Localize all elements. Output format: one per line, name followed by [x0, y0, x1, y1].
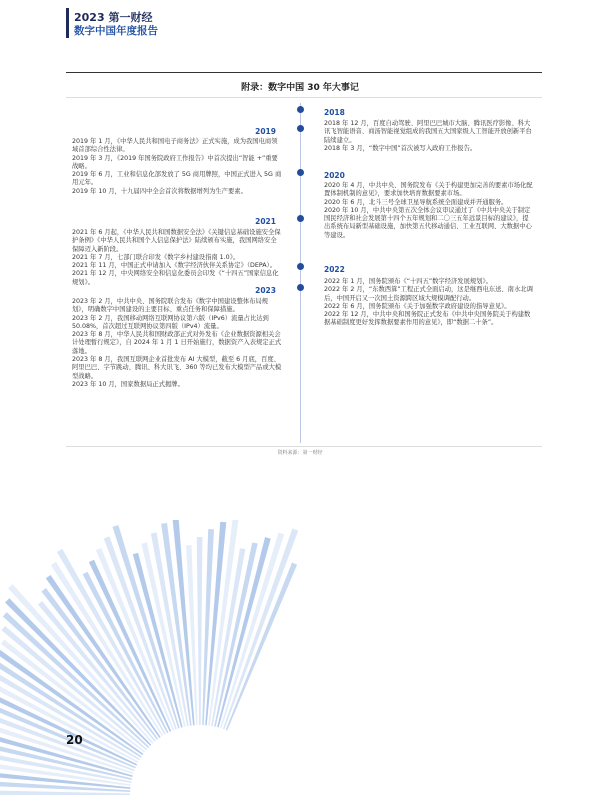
- event-item: 2022 年 2 月，“东数西算”工程正式全面启动，这是继西电东送、南水北调后，中国开启又一次国土资源跨区域大规模调配行动。: [324, 286, 533, 302]
- report-title: 2023 第一财经: [74, 11, 153, 24]
- event-item: 2020 年 10 月，中共中央第五次全体会议审议通过了《中共中央关于制定国民经济和社会发展第十四个五年规划和二〇三五年远景目标的建议》，提出系统布局新型基础设施，加快第五代移动通信、工业互联网、大数据中心等建设。: [324, 206, 532, 239]
- event-item: 2022 年 12 月，中共中央和国务院正式发布《中共中央国务院关于构建数据基础制度更好发挥数据要素作用的意见》，即“数据二十条”。: [324, 311, 531, 327]
- event-item: 2021 年 12 月，中央网络安全和信息化委员会印发《“十四五”国家信息化规划》。: [72, 270, 279, 286]
- event-item: 2018 年 3 月，“数字中国”首次被写入政府工作报告。: [324, 144, 477, 152]
- event-item: 2021 年 11 月，中国正式申请加入《数字经济伙伴关系协定》（DEPA）。: [72, 262, 276, 270]
- events-2018: [324, 120, 534, 153]
- events-2019: [72, 138, 282, 196]
- decorative-stripe: [197, 537, 203, 725]
- events-2021: [72, 229, 282, 287]
- event-item: 2019 年 6 月，工业和信息化部发放了 5G 商用牌照，中国正式进入 5G 商用元年。: [72, 171, 282, 187]
- timeline-dot-2020: [297, 169, 304, 176]
- events-2023: [72, 298, 282, 389]
- year-label-2019: 2019: [255, 127, 276, 136]
- event-item: 2023 年 2 月，我国移动网络互联网协议第六版（IPv6）流量占比达到 50.08%，首次超过互联网协议第四版（IPv4）流量。: [72, 314, 269, 330]
- timeline-dot-2022: [297, 263, 304, 270]
- timeline-dot-2018: [297, 106, 304, 113]
- timeline-dot-2023: [297, 284, 304, 291]
- event-item: 2019 年 10 月，十九届四中全会首次将数据增列为生产要素。: [72, 187, 247, 195]
- decorative-radial-stripes: [0, 520, 360, 795]
- year-label-2018: 2018: [324, 108, 345, 117]
- timeline-dot-2021: [297, 215, 304, 222]
- events-2022: [324, 278, 534, 328]
- source-note: 资料来源：第一财经: [277, 450, 323, 456]
- event-item: 2021 年 7 月，七部门联合印发《数字乡村建设指南 1.0》。: [72, 253, 240, 261]
- top-divider: [66, 72, 542, 73]
- event-item: 2020 年 4 月，中共中央、国务院发布《关于构建更加完善的要素市场化配置体制机制的意见》，要求加快培育数据要素市场。: [324, 182, 533, 198]
- decorative-stripe: [217, 537, 271, 727]
- event-item: 2020 年 6 月，北斗三号全球卫星导航系统全面建成并开通服务。: [324, 198, 508, 206]
- event-item: 2019 年 3 月，《2019 年国务院政府工作报告》中首次提出“智能 +”重要战略。: [72, 154, 278, 170]
- timeline-dot-2019: [297, 125, 304, 132]
- year-label-2023: 2023: [255, 286, 276, 295]
- header-accent-bar: [66, 8, 69, 38]
- report-subtitle: 数字中国年度报告: [74, 25, 158, 37]
- year-label-2021: 2021: [255, 217, 276, 226]
- appendix-title: 附录：数字中国 30 年大事记: [241, 83, 359, 93]
- event-item: 2021 年 6 月起，《中华人民共和国数据安全法》《关键信息基础设施安全保护条例》《中华人民共和国个人信息保护法》陆续颁布实施，我国网络安全保障迈入新阶段。: [72, 229, 281, 253]
- event-item: 2023 年 8 月，我国互联网企业首批发布 AI 大模型，截至 6 月底，百度、阿里巴巴、字节跳动、腾讯、科大讯飞、360 等均已发布大模型产品或大模型战略。: [72, 356, 282, 380]
- year-label-2020: 2020: [324, 171, 345, 180]
- title-divider: [66, 97, 542, 98]
- year-label-2022: 2022: [324, 265, 345, 274]
- event-item: 2022 年 1 月，国务院颁布《“十四五”数字经济发展规划》。: [324, 278, 492, 285]
- bottom-divider: [66, 446, 542, 447]
- event-item: 2018 年 12 月，百度自动驾驶、阿里巴巴城市大脑、腾讯医疗影像、科大讯飞智能语音、商汤智能视觉组成的我国五大国家级人工智能开放创新平台陆续建立。: [324, 120, 532, 144]
- event-item: 2023 年 10 月，国家数据局正式揭牌。: [72, 380, 184, 388]
- event-item: 2023 年 8 月，中华人民共和国财政部正式对外发布《企业数据资源相关会计处理暂行规定》，自 2024 年 1 月 1 日开始施行，数据资产入表规定正式落地。: [72, 331, 282, 355]
- event-item: 2023 年 2 月，中共中央、国务院联合发布《数字中国建设整体布局规划》，明确数字中国建设的主要目标、重点任务和保障措施。: [72, 298, 269, 314]
- event-item: 2022 年 6 月，国务院颁布《关于加强数字政府建设的指导意见》。: [324, 302, 511, 310]
- events-2020: [324, 182, 534, 240]
- event-item: 2019 年 1 月，《中华人民共和国电子商务法》正式实施，成为我国电商领域首部综合性法律。: [72, 138, 278, 154]
- timeline-axis: [300, 103, 301, 443]
- page-number: 20: [66, 733, 83, 747]
- decorative-stripe: [0, 778, 130, 792]
